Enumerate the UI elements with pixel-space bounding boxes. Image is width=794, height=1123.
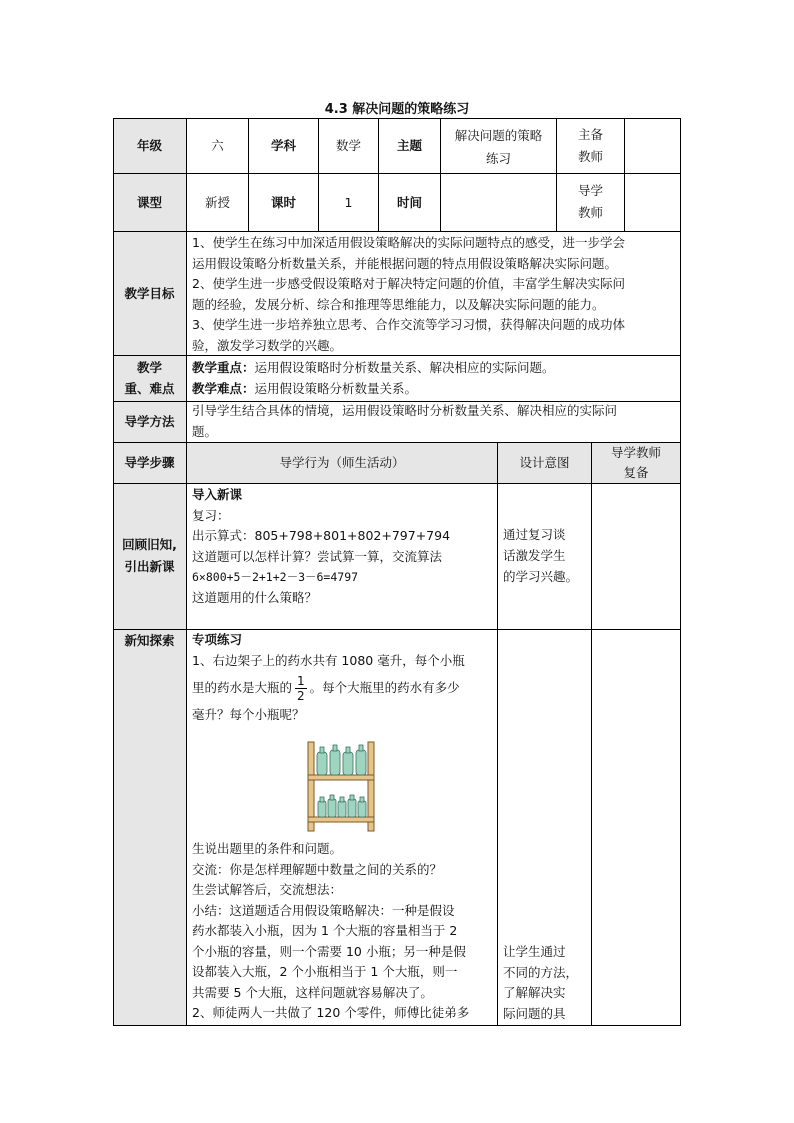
method-line: 引导学生结合具体的情境，运用假设策略时分析数量关系、解决相应的实际问 xyxy=(192,403,618,418)
review-intent-line: 话激发学生 xyxy=(503,548,566,563)
table-rule xyxy=(624,118,625,232)
explore-line: 药水都装入小瓶，因为 1 个大瓶的容量相当于 2 xyxy=(192,923,458,938)
keypoints-label-line: 重、难点 xyxy=(124,381,175,396)
goals-line: 题的经验，发展分析、综合和推理等思维能力，以及解决实际问题的能力。 xyxy=(192,296,605,312)
goals-label: 教学目标 xyxy=(124,285,175,301)
review-heading: 导入新课 xyxy=(192,487,243,502)
fraction xyxy=(295,674,307,703)
keypoints-label-line: 教学 xyxy=(136,360,162,375)
review-line: 这道题可以怎样计算？尝试算一算，交流算法 xyxy=(192,548,443,564)
medicine-shelf-image xyxy=(306,737,378,833)
q1-text: 里的药水是大瓶的 xyxy=(192,679,293,695)
goals-line: 3、使学生进一步培养独立思考、合作交流等学习习惯，获得解决问题的成功体 xyxy=(192,317,625,332)
explore-line: 交流：你是怎样理解题中数量之间的关系的？ xyxy=(192,861,443,877)
explore-intent-line: 让学生通过 xyxy=(503,944,566,959)
explore-intent-line: 了解解决实 xyxy=(503,985,566,1000)
explore-line: 设都装入大瓶，2 个小瓶相当于 1 个大瓶，则一 xyxy=(192,964,458,979)
steps-header: 导学步骤 xyxy=(124,455,175,470)
subject-value: 数学 xyxy=(335,138,361,153)
period-value: 1 xyxy=(344,194,353,210)
keypoints-label xyxy=(113,357,186,401)
fraction-numerator: 1 xyxy=(297,673,305,688)
review-intent-line: 的学习兴趣。 xyxy=(503,569,579,584)
table-rule xyxy=(680,118,681,1026)
topic-value-line: 练习 xyxy=(485,151,511,166)
explore-line: 生说出题里的条件和问题。 xyxy=(192,841,343,856)
table-rule xyxy=(591,442,592,1026)
explore-text-continued xyxy=(192,839,494,1024)
table-rule xyxy=(113,231,681,232)
focus-label: 教学重点： xyxy=(192,360,255,375)
intent-header: 设计意图 xyxy=(519,455,570,470)
document-title: 4.3 解决问题的策略练习 xyxy=(324,102,470,117)
explore-label-shade xyxy=(113,630,186,1025)
topic-label: 主题 xyxy=(396,138,422,153)
lead-teacher-label xyxy=(557,124,624,172)
fraction-denominator: 2 xyxy=(297,688,305,703)
period-label: 课时 xyxy=(270,194,296,210)
topic-value xyxy=(441,124,556,172)
type-value: 新授 xyxy=(204,194,230,210)
table-rule xyxy=(113,1025,681,1026)
explore-intent xyxy=(503,942,589,1024)
review-line: 出示算式：805+798+801+802+797+794 xyxy=(192,528,451,543)
goals-line: 1、使学生在练习中加深适用假设策略解决的实际问题特点的感受，进一步学会 xyxy=(192,235,625,250)
explore-line: 个小瓶的容量，则一个需要 10 小瓶；另一种是假 xyxy=(192,943,466,959)
type-label: 课型 xyxy=(136,194,162,210)
goals-line: 运用假设策略分析数量关系，并能根据问题的特点用假设策略解决实际问题。 xyxy=(192,255,618,271)
explore-line: 共需要 5 个大瓶，这样问题就容易解决了。 xyxy=(192,984,433,1000)
grade-label: 年级 xyxy=(136,138,162,153)
q1-line: 1、右边架子上的药水共有 1080 毫升，每个小瓶 xyxy=(192,652,465,668)
table-rule xyxy=(497,442,498,1026)
explore-line: 小结：这道题适合用假设策略解决：一种是假设 xyxy=(192,902,455,918)
review-line: 这道题用的什么策略？ xyxy=(192,589,318,605)
review-intent-line: 通过复习谈 xyxy=(503,527,566,542)
method-label: 导学方法 xyxy=(124,414,175,429)
explore-line: 2、师徒两人一共做了 120 个零件，师傅比徒弟多 xyxy=(192,1005,470,1020)
review-label xyxy=(113,534,186,578)
explore-intent-line: 不同的方法， xyxy=(503,964,579,980)
method-line: 题。 xyxy=(192,423,218,439)
explore-heading: 专项练习 xyxy=(192,632,243,647)
explore-label: 新知探索 xyxy=(124,633,175,648)
q1-line: 毫升？每个小瓶呢？ xyxy=(192,707,305,722)
grade-value: 六 xyxy=(211,138,224,153)
explore-intent-line: 际问题的具 xyxy=(503,1005,566,1021)
difficulty-text: 运用假设策略分析数量关系。 xyxy=(254,380,418,396)
table-rule xyxy=(186,118,187,1026)
review-label-line: 回顾旧知, xyxy=(122,537,177,552)
difficulty-label: 教学难点： xyxy=(192,380,255,396)
subject-label: 学科 xyxy=(270,138,296,153)
goals-line: 验，激发学习数学的兴趣。 xyxy=(192,337,343,353)
time-label: 时间 xyxy=(396,194,422,210)
goals-line: 2、使学生进一步感受假设策略对于解决特定问题的价值，丰富学生解决实际问 xyxy=(192,276,625,291)
goals-text xyxy=(192,233,678,356)
lead-teacher-line: 主备 xyxy=(577,127,603,142)
explore-text xyxy=(192,630,494,726)
review-text xyxy=(192,485,494,608)
lead-teacher-line: 教师 xyxy=(577,149,603,164)
guide-teacher-line: 导学 xyxy=(577,183,603,198)
guide-teacher-line: 教师 xyxy=(577,205,603,220)
explore-line: 生尝试解答后，交流想法： xyxy=(192,882,343,897)
q1-text: 。每个大瓶里的药水有多少 xyxy=(309,679,460,695)
method-text xyxy=(192,401,678,442)
table-rule xyxy=(113,483,681,484)
topic-value-line: 解决问题的策略 xyxy=(454,128,543,143)
keypoints-text xyxy=(192,358,678,399)
activity-header: 导学行为（师生活动） xyxy=(279,455,405,470)
review-line: 复习： xyxy=(192,507,230,523)
review-label-line: 引出新课 xyxy=(124,559,175,574)
prep-header-line: 导学教师 xyxy=(610,445,661,460)
prep-header-line: 复备 xyxy=(623,465,649,480)
prep-header xyxy=(592,443,680,483)
review-line: 6×800+5－2+1+2－3－6=4797 xyxy=(192,570,359,584)
guide-teacher-label xyxy=(557,180,624,230)
focus-text: 运用假设策略时分析数量关系、解决相应的实际问题。 xyxy=(254,360,555,375)
q1-line xyxy=(192,671,494,705)
review-intent xyxy=(503,524,589,587)
